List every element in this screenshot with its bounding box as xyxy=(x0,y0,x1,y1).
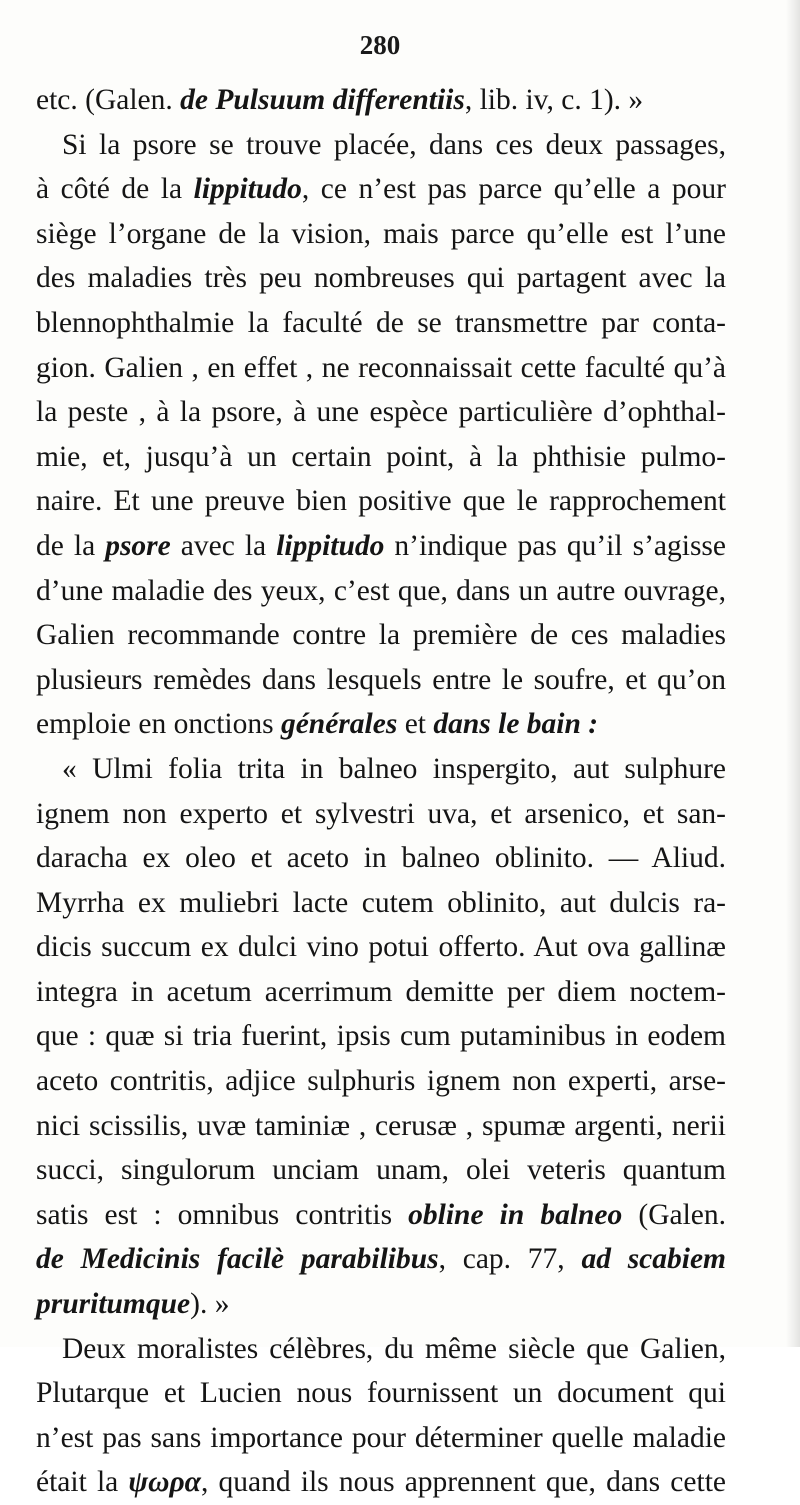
text-line xyxy=(36,658,726,703)
italic-text: de Pulsuum differentiis xyxy=(180,84,465,116)
italic-text: psore xyxy=(105,529,171,562)
text-span: Plutarque et Lucien nous fournissent un document qui xyxy=(36,1377,726,1410)
text-span: daracha ex oleo et aceto in balneo oblinito. — Aliud. xyxy=(36,842,726,875)
italic-text: pruritumque xyxy=(36,1288,191,1321)
text-line xyxy=(36,1371,726,1416)
text-span: Si la psore se trouve placée, dans ces deux passages, xyxy=(62,128,726,161)
text-line xyxy=(36,747,726,792)
text-line xyxy=(36,167,726,212)
text-line xyxy=(36,1327,726,1372)
text-span: à côté de la xyxy=(36,173,194,206)
italic-text: ψωρα xyxy=(128,1466,201,1499)
text-line xyxy=(36,524,726,569)
text-span: emploie en onctions xyxy=(36,708,281,741)
text-span: , ce n’est pas parce qu’elle a pour xyxy=(301,173,726,206)
text-line xyxy=(36,301,726,346)
italic-text: obline in balneo xyxy=(408,1198,623,1231)
text-line xyxy=(36,1059,726,1104)
text-span: gion. Galien , en effet , ne reconnaissait cette faculté qu’à xyxy=(36,351,726,384)
text-line xyxy=(36,346,726,391)
text-span: integra in acetum acerrimum demitte per diem noctem- xyxy=(36,975,726,1008)
text-span: mie, et, jusqu’à un certain point, à la phthisie pulmo- xyxy=(36,440,726,473)
text-line xyxy=(36,1237,726,1282)
italic-text: dans le bain : xyxy=(433,708,599,741)
italic-text: lippitudo xyxy=(193,173,302,206)
page-edge-shadow xyxy=(786,0,800,1347)
text-span: succi, singulorum unciam unam, olei veteris quantum xyxy=(36,1154,726,1187)
text-span: , lib. iv, c. 1). » xyxy=(464,84,644,116)
body-text xyxy=(36,78,726,1505)
text-line xyxy=(36,1282,726,1327)
text-line xyxy=(36,836,726,881)
text-line xyxy=(36,1460,726,1505)
text-span: d’une maladie des yeux, c’est que, dans un autre ouvrage, xyxy=(36,574,726,607)
text-span: Myrrha ex muliebri lacte cutem oblinito, aut dulcis ra- xyxy=(36,886,726,919)
text-span: (Galen. xyxy=(622,1198,727,1231)
text-line xyxy=(36,256,726,301)
text-line xyxy=(36,1148,726,1193)
italic-text: générales xyxy=(280,708,398,741)
text-span: Galien recommande contre la première de ces maladies xyxy=(36,619,726,652)
text-line xyxy=(36,702,726,747)
text-line xyxy=(36,613,726,658)
text-span: n’indique pas qu’il s’agisse xyxy=(384,529,727,562)
text-line xyxy=(36,1416,726,1461)
text-span: naire. Et une preuve bien positive que le rapprochement xyxy=(36,485,726,518)
page-number: 280 xyxy=(359,30,401,60)
text-line xyxy=(36,123,726,168)
italic-text: lippitudo xyxy=(276,529,385,562)
text-span: , cap. 77, xyxy=(438,1243,582,1276)
text-span: des maladies très peu nombreuses qui partagent avec la xyxy=(36,262,726,295)
text-span: et xyxy=(397,708,434,741)
text-line xyxy=(36,479,726,524)
text-span: plusieurs remèdes dans lesquels entre le soufre, et qu’on xyxy=(36,663,726,696)
text-span: Deux moralistes célèbres, du même siècle que Galien, xyxy=(62,1332,726,1365)
text-line xyxy=(36,390,726,435)
text-span: n’est pas sans importance pour déterminer quelle maladie xyxy=(36,1421,726,1454)
text-line xyxy=(36,1014,726,1059)
text-span: de la xyxy=(36,529,106,562)
text-line xyxy=(36,881,726,926)
text-span: ). » xyxy=(190,1288,230,1321)
text-line xyxy=(36,1104,726,1149)
text-line xyxy=(36,925,726,970)
text-line xyxy=(36,569,726,614)
text-span: était la xyxy=(36,1466,129,1499)
text-line xyxy=(36,1193,726,1238)
italic-text: de Medicinis facilè parabilibus xyxy=(36,1243,439,1276)
text-span: nici scissilis, uvæ taminiæ , cerusæ , spumæ argenti, nerii xyxy=(36,1109,726,1142)
text-span: ignem non experto et sylvestri uva, et arsenico, et san- xyxy=(36,797,726,830)
italic-text: ad scabiem xyxy=(581,1243,727,1276)
text-line xyxy=(36,78,726,123)
text-span: siège l’organe de la vision, mais parce qu’elle est l’une xyxy=(36,217,726,250)
text-span: blennophthalmie la faculté de se transmettre par conta- xyxy=(36,306,726,339)
text-span: , quand ils nous apprennent que, dans cette xyxy=(200,1466,726,1499)
text-span: la peste , à la psore, à une espèce particulière d’ophthal- xyxy=(36,396,726,429)
text-span: satis est : omnibus contritis xyxy=(36,1198,409,1231)
text-span: dicis succum ex dulci vino potui offerto. Aut ova gallinæ xyxy=(36,931,726,964)
text-span: « Ulmi folia trita in balneo inspergito, aut sulphure xyxy=(62,752,726,785)
text-span: avec la xyxy=(170,529,277,562)
text-line xyxy=(36,792,726,837)
text-line xyxy=(36,435,726,480)
text-span: que : quæ si tria fuerint, ipsis cum putaminibus in eodem xyxy=(36,1020,726,1053)
text-line xyxy=(36,212,726,257)
text-line xyxy=(36,970,726,1015)
text-span: etc. (Galen. xyxy=(36,84,181,116)
text-span: aceto contritis, adjice sulphuris ignem non experti, arse- xyxy=(36,1065,726,1098)
